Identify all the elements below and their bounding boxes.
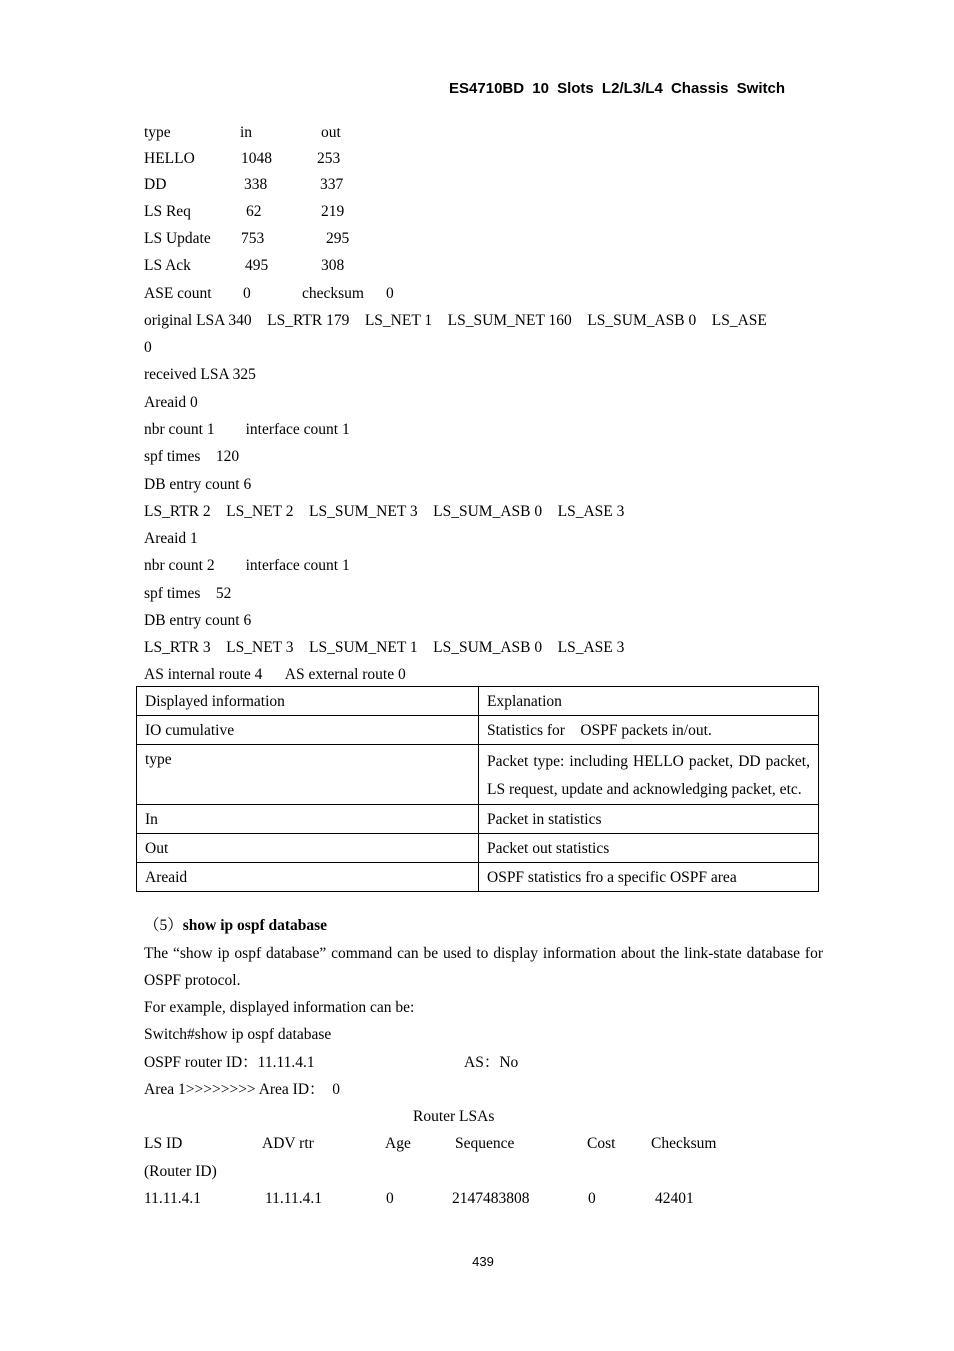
table-cell: In — [137, 805, 479, 834]
area-line: Area 1>>>>>>>> Area ID： 0 — [144, 1081, 341, 1098]
io-row-in: 338 — [244, 176, 268, 193]
db-cell-sequence: 2147483808 — [452, 1190, 530, 1207]
table-cell: Packet in statistics — [479, 805, 819, 834]
table-row — [137, 745, 819, 805]
ase-count-value: 0 — [243, 285, 251, 302]
table-cell: Packet out statistics — [479, 834, 819, 863]
db-subheader: (Router ID) — [144, 1163, 217, 1180]
io-row-type: LS Update — [144, 230, 211, 247]
io-header-in: in — [240, 124, 253, 141]
table-cell: Areaid — [137, 863, 479, 892]
table-row — [137, 805, 819, 834]
io-row-type: HELLO — [144, 150, 195, 167]
db-cell-lsid: 11.11.4.1 — [144, 1190, 201, 1207]
io-row-type: DD — [144, 176, 167, 193]
stats-line: AS internal route 4 AS external route 0 — [144, 666, 406, 683]
db-header-lsid: LS ID — [144, 1135, 183, 1152]
checksum-label: checksum — [302, 285, 364, 302]
db-cell-cost: 0 — [588, 1190, 596, 1207]
example-intro: For example, displayed information can be: — [144, 999, 415, 1016]
table-cell: OSPF statistics fro a specific OSPF area — [479, 863, 819, 892]
stats-line: nbr count 1 interface count 1 — [144, 421, 350, 438]
stats-line: Areaid 0 — [144, 394, 198, 411]
router-lsas-title: Router LSAs — [413, 1108, 495, 1125]
stats-line: DB entry count 6 — [144, 612, 252, 629]
table-cell: IO cumulative — [137, 716, 479, 745]
db-header-advrtr: ADV rtr — [262, 1135, 314, 1152]
db-header-sequence: Sequence — [455, 1135, 515, 1152]
io-row-out: 337 — [320, 176, 344, 193]
db-cell-age: 0 — [386, 1190, 394, 1207]
stats-line: original LSA 340 LS_RTR 179 LS_NET 1 LS_SUM_NET 160 LS_SUM_ASB 0 LS_ASE — [144, 312, 767, 329]
as-line: AS：No — [464, 1054, 519, 1071]
stats-line: spf times 120 — [144, 448, 240, 465]
table-cell: Out — [137, 834, 479, 863]
table-cell: Packet type: including HELLO packet, DD packet, LS request, update and acknowledging packet, etc. — [479, 745, 819, 805]
io-row-in: 1048 — [241, 150, 272, 167]
page-header: ES4710BD 10 Slots L2/L3/L4 Chassis Switch — [449, 80, 785, 97]
io-row-type: LS Ack — [144, 257, 191, 274]
table-header-cell: Explanation — [479, 687, 819, 716]
db-header-cost: Cost — [587, 1135, 616, 1152]
io-row-out: 253 — [317, 150, 341, 167]
stats-line: received LSA 325 — [144, 366, 256, 383]
section-title: show ip ospf database — [182, 917, 328, 934]
router-id-line: OSPF router ID：11.11.4.1 — [144, 1054, 315, 1071]
page-number: 439 — [472, 1254, 494, 1269]
stats-line: LS_RTR 2 LS_NET 2 LS_SUM_NET 3 LS_SUM_ASB 0 LS_ASE 3 — [144, 503, 625, 520]
table-header-row — [137, 687, 819, 716]
stats-line: spf times 52 — [144, 585, 232, 602]
db-cell-advrtr: 11.11.4.1 — [265, 1190, 322, 1207]
stats-line: DB entry count 6 — [144, 476, 252, 493]
table-header-cell: Displayed information — [137, 687, 479, 716]
db-cell-checksum: 42401 — [655, 1190, 694, 1207]
stats-line: LS_RTR 3 LS_NET 3 LS_SUM_NET 1 LS_SUM_ASB 0 LS_ASE 3 — [144, 639, 625, 656]
io-row-out: 308 — [321, 257, 345, 274]
io-row-type: LS Req — [144, 203, 191, 220]
section-paragraph: The “show ip ospf database” command can be used to display information about the link-state database for OSPF protocol. — [144, 945, 823, 989]
explanation-table — [136, 686, 819, 892]
db-header-age: Age — [385, 1135, 411, 1152]
section-heading — [144, 917, 327, 935]
io-header-out: out — [321, 124, 341, 141]
command-line: Switch#show ip ospf database — [144, 1026, 332, 1043]
ase-count-label: ASE count — [144, 285, 212, 302]
io-row-in: 495 — [245, 257, 269, 274]
table-row — [137, 716, 819, 745]
io-row-in: 62 — [246, 203, 262, 220]
stats-line: Areaid 1 — [144, 530, 198, 547]
io-row-in: 753 — [241, 230, 265, 247]
table-cell: type — [137, 745, 479, 805]
db-header-checksum: Checksum — [651, 1135, 717, 1152]
table-row — [137, 834, 819, 863]
io-row-out: 295 — [326, 230, 350, 247]
io-header-type: type — [144, 124, 171, 141]
io-row-out: 219 — [321, 203, 345, 220]
checksum-value: 0 — [386, 285, 394, 302]
section-number: （5） — [144, 917, 183, 934]
table-cell: Statistics for OSPF packets in/out. — [479, 716, 819, 745]
stats-line: nbr count 2 interface count 1 — [144, 557, 350, 574]
table-row — [137, 863, 819, 892]
stats-line: 0 — [144, 339, 152, 356]
